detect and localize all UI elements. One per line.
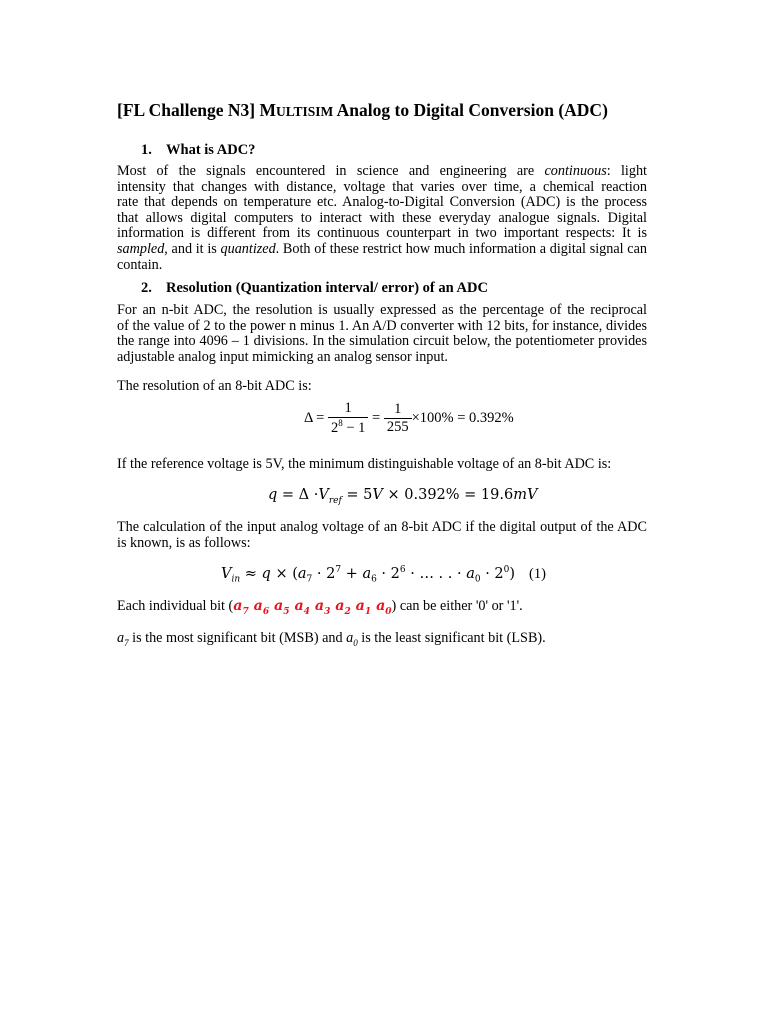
- paragraph-line: contain.: [117, 256, 163, 273]
- bits-sequence: $a_7$ $a_6$ $a_5$ $a_4$ $a_3$ $a_2$ $a_1$ $a_0$: [233, 598, 392, 617]
- paragraph-line: Most of the signals encountered in science and engineering are continuous: light: [117, 163, 647, 179]
- vin-equation: $V_{in} \approx q \times (a_7 \cdot 2^7 + a_6 \cdot 2^6$ · … . . · $a_0 \cdot 2^0$): [221, 565, 516, 585]
- section-1-title: What is ADC?: [166, 142, 256, 158]
- title-suffix: Analog to Digital Conversion (ADC): [333, 100, 608, 120]
- paragraph-line: rate that depends on temperature etc. Analog-to-Digital Conversion (ADC) is the process: [117, 194, 647, 211]
- section-2-title: Resolution (Quantization interval/ error) of an ADC: [166, 280, 488, 296]
- equation-number: (1): [529, 566, 546, 582]
- paragraph-line: sampled, and it is quantized. Both of these restrict how much information a digital signal can: [117, 240, 647, 257]
- paragraph-line: adjustable analog input mimicking an analog sensor input.: [117, 348, 448, 365]
- quantization-equation: $q = \Delta \cdot V_{ref} = 5V \times 0.392\% = 19.6mV$: [268, 487, 538, 506]
- section-1-heading: [141, 142, 255, 159]
- resolution-intro: The resolution of an 8-bit ADC is:: [117, 378, 312, 394]
- paragraph-line: of the value of 2 to the power n minus 1. An A/D converter with 12 bits, for instance, divides: [117, 317, 647, 334]
- section-2-paragraph: [117, 303, 647, 365]
- paragraph-line: For an n-bit ADC, the resolution is usually expressed as the percentage of the reciprocal: [117, 302, 647, 318]
- paragraph-line: The calculation of the input analog voltage of an 8-bit ADC if the digital output of the ADC: [117, 519, 647, 535]
- fraction-2: $\frac{1}{255}$: [384, 401, 412, 436]
- reference-intro: If the reference voltage is 5V, the minimum distinguishable voltage of an 8-bit ADC is:: [117, 456, 612, 472]
- section-2-heading: [141, 280, 488, 297]
- fraction-1: $\frac{1}{2^8 - 1}$: [328, 400, 368, 437]
- page-title: [117, 100, 608, 121]
- title-prefix: [FL Challenge N3]: [117, 100, 260, 120]
- bits-line: Each individual bit ($a_7$ $a_6$ $a_5$ $a_4$ $a_3$ $a_2$ $a_1$ $a_0$) can be either '0' or '1'.: [117, 598, 523, 617]
- resolution-equation: Δ = $\frac{1}{2^8 - 1}$ = $\frac{1}{255}$ ×100% = 0.392%: [304, 400, 514, 436]
- paragraph-line: is known, is as follows:: [117, 534, 251, 551]
- paragraph-line: intensity that changes with distance, voltage that varies over time, a chemical reaction: [117, 178, 647, 195]
- section-1-number: 1.: [141, 142, 152, 158]
- section-1-paragraph: [117, 164, 647, 273]
- paragraph-line: information is different from its continuous counterpart in two important respects: It is: [117, 225, 647, 242]
- calculation-paragraph: [117, 520, 647, 551]
- section-2-number: 2.: [141, 280, 152, 296]
- msb-lsb-line: $a_7$ is the most significant bit (MSB) and $a_0$ is the least significant bit (LSB).: [117, 630, 546, 648]
- paragraph-line: that allows digital computers to interact with these everyday analogue signals. Digital: [117, 209, 647, 226]
- title-multisim: MULTISIM: [259, 100, 334, 120]
- paragraph-line: the range into 4096 – 1 divisions. In the simulation circuit below, the potentiometer provides: [117, 333, 647, 350]
